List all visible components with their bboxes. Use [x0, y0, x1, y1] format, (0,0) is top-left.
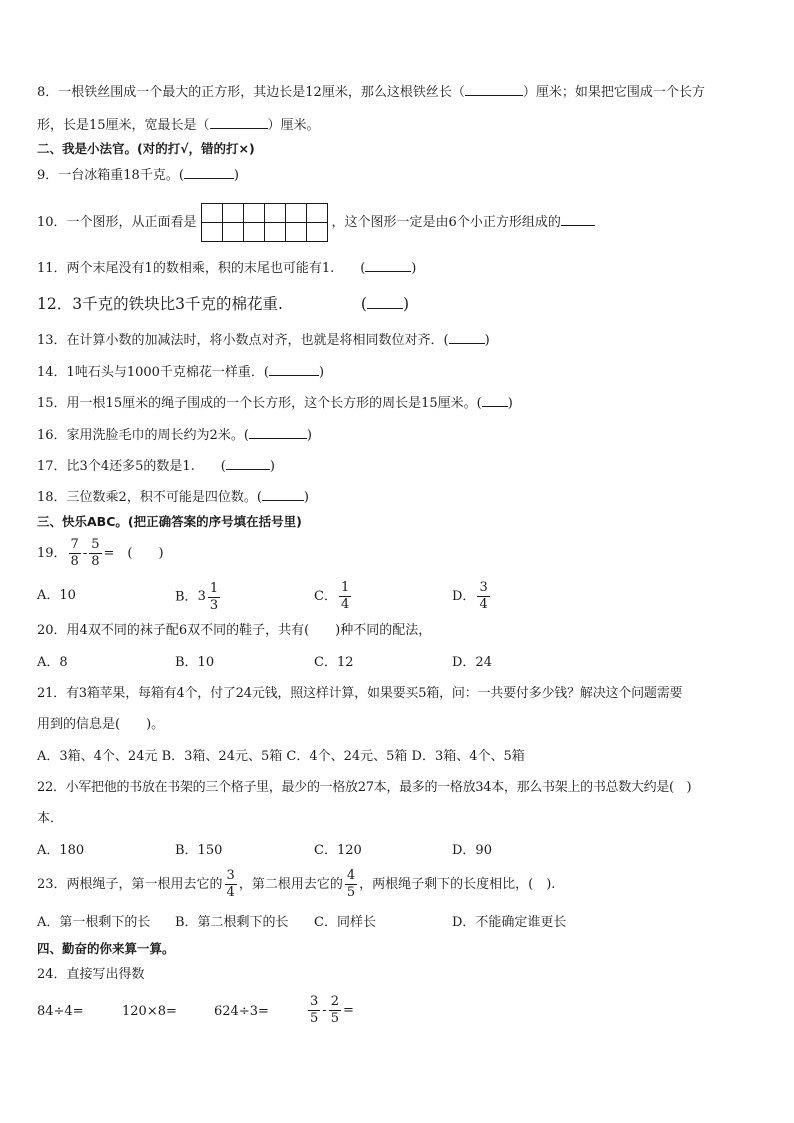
denominator: 8: [91, 554, 100, 569]
question-22-line-1: 22．小军把他的书放在书架的三个格子里，最少的一格放27本，最多的一格放34本，那么书架上的书总数大约是( ): [37, 780, 692, 795]
section-3-heading: 三、快乐ABC。(把正确答案的序号填在括号里): [37, 514, 302, 529]
section-2-heading: 二、我是小法官。(对的打√，错的打×): [37, 141, 255, 156]
denominator: 4: [340, 597, 350, 612]
question-17-text: 17．比3个4还多5的数是1. (: [37, 459, 226, 474]
expression-1: 84÷4=: [37, 1004, 84, 1019]
expression-4: [306, 994, 354, 1028]
numerator: 7: [70, 537, 79, 552]
question-23-text-b: ，第二根用去它的: [238, 877, 343, 892]
question-19-label: 19．: [37, 546, 67, 561]
fraction-part: [208, 581, 220, 614]
question-19: [37, 537, 164, 571]
fraction-2-5: [329, 994, 341, 1027]
question-15: [37, 394, 513, 413]
denominator: 5: [310, 1011, 319, 1026]
question-9-text: 9．一台冰箱重18千克。(: [37, 168, 184, 183]
answer-blank[interactable]: [249, 426, 307, 439]
question-10-text-b: ，这个图形一定是由6个小正方形组成的: [331, 215, 561, 230]
question-23-text-c: ，两根绳子剩下的长度相比，( ).: [359, 877, 556, 892]
option-20-c[interactable]: C．12: [314, 655, 354, 670]
option-19-a[interactable]: A．10: [37, 588, 76, 603]
question-15-text: 15．用一根15厘米的绳子围成的一个长方形，这个长方形的周长是15厘米。(: [37, 396, 482, 411]
denominator: 3: [209, 597, 219, 613]
denominator: 5: [330, 1011, 339, 1026]
numerator: 1: [209, 580, 219, 596]
section-4-heading: 四、勤奋的你来算一算。: [37, 941, 175, 956]
numerator: 2: [330, 994, 339, 1009]
options-21[interactable]: A．3箱、4个、24元 B．3箱、24元、5箱 C．4个、24元、5箱 D．3箱、4个、5箱: [37, 749, 525, 764]
numerator: 5: [91, 537, 100, 552]
question-11-text: 11．两个末尾没有1的数相乘，积的末尾也可能有1. (: [37, 261, 366, 276]
equals-sign: =: [342, 1003, 354, 1018]
answer-blank[interactable]: [367, 296, 403, 309]
numerator: 3: [226, 868, 235, 883]
question-18-close: ): [303, 490, 309, 505]
option-19-c[interactable]: [314, 580, 353, 614]
question-16-text: 16．家用洗脸毛巾的周长约为2米。(: [37, 428, 249, 443]
option-23-a[interactable]: A．第一根剩下的长: [37, 915, 151, 930]
question-13-text: 13．在计算小数的加减法时，将小数点对齐，也就是将相同数位对齐．(: [37, 333, 449, 348]
question-8-line-2: [37, 116, 320, 135]
option-label: B．: [175, 589, 198, 605]
question-16-close: ): [306, 428, 312, 443]
denominator: 4: [479, 597, 488, 612]
denominator: 4: [226, 885, 235, 900]
fraction-4-5: [345, 868, 357, 901]
question-14: [37, 363, 324, 382]
minus-sign: -: [82, 546, 88, 561]
answer-blank[interactable]: [365, 259, 411, 272]
question-17: [37, 457, 275, 476]
question-16: [37, 426, 312, 445]
option-22-d[interactable]: D．90: [452, 843, 492, 858]
option-20-b[interactable]: B．10: [175, 655, 215, 670]
question-11: [37, 259, 416, 278]
option-19-d[interactable]: [452, 580, 492, 614]
question-18-text: 18．三位数乘2，积不可能是四位数。(: [37, 490, 262, 505]
question-14-text: 14．1吨石头与1000千克棉花一样重．(: [37, 365, 269, 380]
mixed-number: [198, 580, 223, 614]
whole-part: 3: [197, 589, 206, 604]
minus-sign: -: [322, 1003, 327, 1018]
fraction: [339, 580, 351, 613]
question-21-line-2: 用到的信息是( )。: [37, 717, 165, 732]
question-12-close: ): [402, 295, 409, 313]
question-24-stem: 24．直接写出得数: [37, 967, 145, 982]
denominator: 5: [346, 885, 356, 900]
answer-blank[interactable]: [561, 213, 595, 226]
question-8-text-a: 8．一根铁丝围成一个最大的正方形，其边长是12厘米，那么这根铁丝长（: [37, 85, 465, 100]
question-15-close: ): [507, 396, 513, 411]
fraction-7-8: [69, 537, 81, 570]
fraction-3-5: [308, 994, 320, 1027]
option-20-d[interactable]: D．24: [452, 655, 492, 670]
question-13-close: ): [484, 333, 490, 348]
numerator: 4: [346, 868, 356, 883]
answer-blank[interactable]: [262, 488, 304, 501]
question-12: [37, 295, 409, 313]
question-23-text-a: 23．两根绳子，第一根用去它的: [37, 877, 223, 892]
question-14-close: ): [318, 365, 325, 380]
question-8-text-d: ）厘米。: [267, 118, 320, 133]
question-13: [37, 331, 490, 350]
numerator: 3: [479, 580, 488, 595]
question-21-line-1: 21．有3箱苹果，每箱有4个，付了24元钱，照这样计算，如果要买5箱，问：一共要付多少钱？解决这个问题需要: [37, 686, 683, 701]
question-8-text-b: ）厘米；如果把它围成一个长方: [522, 85, 705, 100]
question-10: [37, 203, 595, 242]
fraction: [477, 580, 489, 613]
option-22-c[interactable]: C．120: [314, 843, 362, 858]
option-23-d[interactable]: D．不能确定谁更长: [452, 915, 567, 930]
option-label: D．: [452, 589, 476, 604]
option-23-c[interactable]: C．同样长: [314, 915, 376, 930]
fraction-5-8: [89, 537, 101, 570]
numerator: 1: [340, 580, 350, 595]
option-label: C．: [314, 589, 337, 604]
answer-blank[interactable]: [269, 363, 319, 376]
question-8-text-c: 形，长是15厘米，宽最长是（: [37, 118, 210, 133]
fraction-3-4: [225, 868, 237, 901]
option-23-b[interactable]: B．第二根剩下的长: [175, 915, 289, 930]
denominator: 8: [70, 554, 79, 569]
question-17-close: ): [269, 459, 275, 474]
option-22-a[interactable]: A．180: [37, 843, 85, 858]
question-23: [37, 867, 555, 903]
question-9: [37, 166, 239, 185]
question-9-close: ): [233, 168, 239, 183]
answer-blank[interactable]: [465, 83, 523, 96]
expression-3: 624÷3=: [214, 1004, 269, 1019]
question-20: 20．用4双不同的袜子配6双不同的鞋子，共有( )种不同的配法，: [37, 623, 432, 638]
question-11-close: ): [411, 261, 417, 276]
question-19-tail: = ( ): [103, 546, 164, 561]
numerator: 3: [310, 994, 319, 1009]
question-18: [37, 488, 309, 507]
expression-2: 120×8=: [122, 1004, 177, 1019]
question-22-line-2: 本．: [37, 811, 64, 826]
question-10-text-a: 10．一个图形，从正面看是: [37, 215, 197, 230]
answer-blank[interactable]: [184, 166, 234, 179]
question-12-open: (: [360, 295, 367, 313]
question-8-line-1: [37, 83, 705, 102]
answer-blank[interactable]: [210, 116, 268, 129]
answer-blank[interactable]: [482, 394, 508, 407]
answer-blank[interactable]: [449, 331, 485, 344]
question-12-text: 12．3千克的铁块比3千克的棉花重.: [37, 295, 283, 313]
six-square-grid-figure: [201, 203, 328, 242]
answer-blank[interactable]: [226, 457, 270, 470]
option-22-b[interactable]: B．150: [175, 843, 223, 858]
option-20-a[interactable]: A．8: [37, 655, 68, 670]
option-19-b[interactable]: [175, 580, 222, 615]
